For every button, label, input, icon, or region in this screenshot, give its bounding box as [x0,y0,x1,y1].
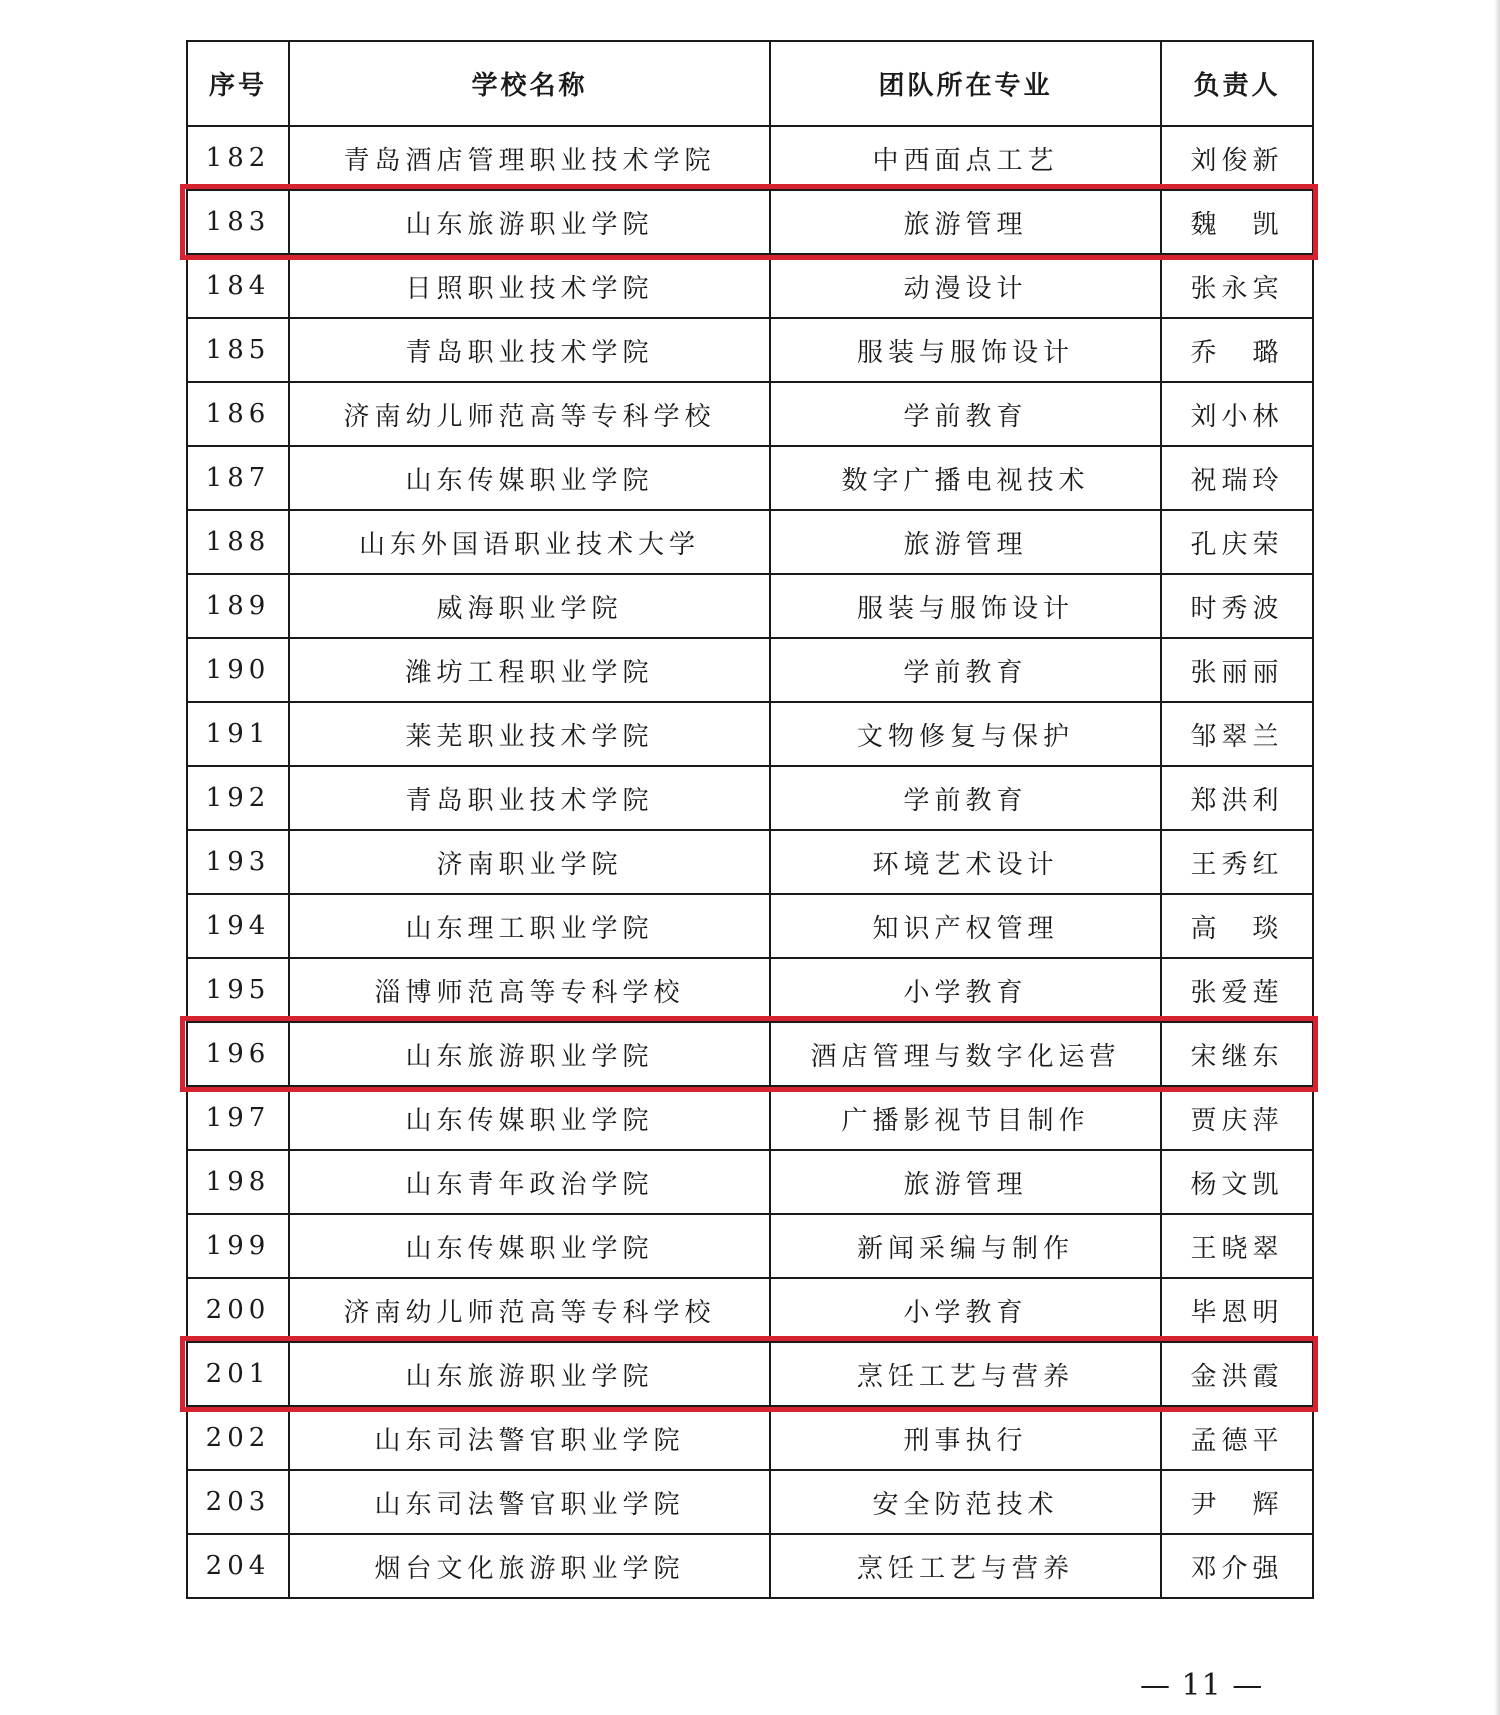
page-number: — 11 — [1140,1668,1264,1703]
cell-lead: 魏 凯 [1161,190,1313,254]
cell-school: 青岛职业技术学院 [289,318,770,382]
cell-no: 183 [187,190,289,254]
cell-school: 济南幼儿师范高等专科学校 [289,1278,770,1342]
cell-lead: 杨文凯 [1161,1150,1313,1214]
cell-school: 青岛酒店管理职业技术学院 [289,126,770,190]
cell-school: 山东外国语职业技术大学 [289,510,770,574]
table-row [187,1022,1313,1086]
cell-no: 195 [187,958,289,1022]
cell-lead: 毕恩明 [1161,1278,1313,1342]
table-row [187,1342,1313,1406]
table-row [187,638,1313,702]
cell-major: 数字广播电视技术 [770,446,1161,510]
cell-major: 烹饪工艺与营养 [770,1342,1161,1406]
cell-school: 潍坊工程职业学院 [289,638,770,702]
cell-major: 服装与服饰设计 [770,574,1161,638]
cell-no: 199 [187,1214,289,1278]
table-row [187,766,1313,830]
cell-major: 烹饪工艺与营养 [770,1534,1161,1598]
cell-school: 威海职业学院 [289,574,770,638]
cell-lead: 邹翠兰 [1161,702,1313,766]
cell-lead: 贾庆萍 [1161,1086,1313,1150]
cell-no: 202 [187,1406,289,1470]
cell-no: 187 [187,446,289,510]
cell-no: 185 [187,318,289,382]
cell-major: 服装与服饰设计 [770,318,1161,382]
cell-no: 184 [187,254,289,318]
cell-school: 山东司法警官职业学院 [289,1470,770,1534]
cell-school: 山东传媒职业学院 [289,1214,770,1278]
header-lead: 负责人 [1161,41,1313,126]
cell-no: 188 [187,510,289,574]
cell-lead: 刘小林 [1161,382,1313,446]
cell-lead: 高 琰 [1161,894,1313,958]
cell-major: 安全防范技术 [770,1470,1161,1534]
table-row [187,446,1313,510]
cell-lead: 孟德平 [1161,1406,1313,1470]
cell-no: 186 [187,382,289,446]
cell-lead: 张丽丽 [1161,638,1313,702]
cell-major: 学前教育 [770,766,1161,830]
cell-major: 小学教育 [770,1278,1161,1342]
cell-major: 广播影视节目制作 [770,1086,1161,1150]
cell-no: 191 [187,702,289,766]
cell-school: 莱芜职业技术学院 [289,702,770,766]
cell-major: 旅游管理 [770,510,1161,574]
cell-school: 济南幼儿师范高等专科学校 [289,382,770,446]
table-row [187,382,1313,446]
cell-no: 198 [187,1150,289,1214]
table-row [187,1278,1313,1342]
cell-major: 中西面点工艺 [770,126,1161,190]
cell-no: 192 [187,766,289,830]
cell-major: 酒店管理与数字化运营 [770,1022,1161,1086]
cell-lead: 祝瑞玲 [1161,446,1313,510]
cell-no: 193 [187,830,289,894]
cell-school: 山东青年政治学院 [289,1150,770,1214]
table-header-row [187,41,1313,126]
cell-major: 学前教育 [770,638,1161,702]
cell-major: 新闻采编与制作 [770,1214,1161,1278]
cell-school: 山东旅游职业学院 [289,190,770,254]
cell-lead: 郑洪利 [1161,766,1313,830]
cell-lead: 张永宾 [1161,254,1313,318]
cell-lead: 尹 辉 [1161,1470,1313,1534]
cell-lead: 乔 璐 [1161,318,1313,382]
table-row [187,958,1313,1022]
cell-school: 山东司法警官职业学院 [289,1406,770,1470]
cell-lead: 王晓翠 [1161,1214,1313,1278]
cell-no: 189 [187,574,289,638]
table-row [187,254,1313,318]
cell-no: 197 [187,1086,289,1150]
cell-lead: 王秀红 [1161,830,1313,894]
table-body [187,126,1313,1598]
header-school: 学校名称 [289,41,770,126]
cell-school: 淄博师范高等专科学校 [289,958,770,1022]
cell-major: 环境艺术设计 [770,830,1161,894]
cell-major: 文物修复与保护 [770,702,1161,766]
team-list-table [186,40,1314,1599]
cell-school: 山东旅游职业学院 [289,1022,770,1086]
table-row [187,1534,1313,1598]
cell-school: 青岛职业技术学院 [289,766,770,830]
cell-lead: 金洪霞 [1161,1342,1313,1406]
table-row [187,1470,1313,1534]
cell-lead: 孔庆荣 [1161,510,1313,574]
cell-major: 知识产权管理 [770,894,1161,958]
cell-no: 204 [187,1534,289,1598]
table-row [187,1214,1313,1278]
cell-no: 194 [187,894,289,958]
cell-lead: 张爱莲 [1161,958,1313,1022]
table-row [187,190,1313,254]
cell-major: 旅游管理 [770,190,1161,254]
cell-no: 200 [187,1278,289,1342]
table-row [187,894,1313,958]
cell-no: 190 [187,638,289,702]
cell-school: 山东理工职业学院 [289,894,770,958]
cell-no: 203 [187,1470,289,1534]
cell-major: 小学教育 [770,958,1161,1022]
table-row [187,510,1313,574]
cell-school: 山东旅游职业学院 [289,1342,770,1406]
cell-major: 学前教育 [770,382,1161,446]
cell-school: 日照职业技术学院 [289,254,770,318]
table-row [187,702,1313,766]
table-row [187,1150,1313,1214]
table-row [187,318,1313,382]
cell-lead: 邓介强 [1161,1534,1313,1598]
cell-lead: 时秀波 [1161,574,1313,638]
cell-no: 201 [187,1342,289,1406]
table-row [187,1086,1313,1150]
table-row [187,574,1313,638]
table-row [187,830,1313,894]
cell-school: 烟台文化旅游职业学院 [289,1534,770,1598]
cell-no: 182 [187,126,289,190]
header-major: 团队所在专业 [770,41,1161,126]
cell-no: 196 [187,1022,289,1086]
page-edge-shadow [1494,0,1500,1715]
header-no: 序号 [187,41,289,126]
cell-school: 济南职业学院 [289,830,770,894]
cell-lead: 宋继东 [1161,1022,1313,1086]
table-row [187,1406,1313,1470]
cell-lead: 刘俊新 [1161,126,1313,190]
cell-major: 动漫设计 [770,254,1161,318]
cell-major: 旅游管理 [770,1150,1161,1214]
cell-major: 刑事执行 [770,1406,1161,1470]
cell-school: 山东传媒职业学院 [289,446,770,510]
cell-school: 山东传媒职业学院 [289,1086,770,1150]
table-row [187,126,1313,190]
